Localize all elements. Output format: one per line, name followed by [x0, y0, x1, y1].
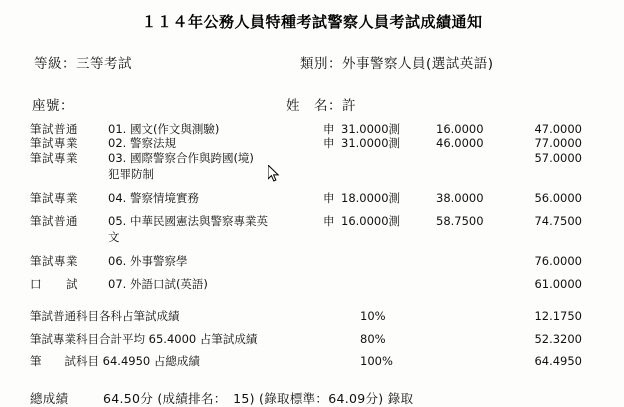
summary-weight: 80% [360, 331, 386, 346]
final-result-status: 錄取 [387, 390, 414, 406]
subject-kind-empty [0, 228, 108, 244]
subject-total: 47.0000 [534, 122, 582, 136]
subject-name: 03. 國際警察合作與跨國(境) [108, 150, 254, 165]
subject-score-table [0, 122, 624, 291]
subject-flag-empty [323, 165, 341, 181]
summary-weight: 100% [360, 354, 393, 369]
subject-score-essay-empty [341, 228, 436, 244]
subject-score-essay: 18.0000測 [341, 190, 401, 205]
final-score-label: 總成績 [30, 390, 69, 406]
subject-kind: 筆試專業 [30, 190, 78, 205]
subject-flag [323, 268, 341, 291]
subject-score-essay: 31.0000測 [341, 122, 401, 136]
subject-flag: 申 [323, 213, 335, 228]
subject-name-continued: 犯罪防制 [108, 167, 154, 182]
subject-name: 07. 外語口試(英語) [108, 277, 208, 291]
table-row [0, 205, 624, 228]
subject-name: 05. 中華民國憲法與警察專業英 [108, 213, 268, 228]
subject-total-empty [526, 165, 624, 181]
page-title: １１４年公務人員特種考試警察人員考試成績通知 [141, 13, 483, 31]
subject-score-essay: 31.0000測 [341, 136, 401, 151]
summary-weight: 10% [360, 309, 386, 324]
subject-total: 56.0000 [534, 190, 582, 205]
score-summary [0, 305, 624, 372]
subject-name: 04. 警察情境實務 [108, 190, 199, 205]
subject-score-test: 58.7500 [436, 213, 484, 228]
subject-kind: 筆試普通 [30, 122, 78, 136]
subject-name: 02. 警察法規 [108, 136, 176, 151]
subject-total: 61.0000 [534, 277, 582, 291]
summary-total: 12.1750 [534, 309, 582, 324]
subject-score-essay: 16.0000測 [341, 213, 401, 228]
header-row [0, 52, 624, 72]
summary-description: 筆試普通科目各科占筆試成績 [30, 309, 180, 324]
summary-row [0, 305, 624, 327]
subject-total-empty [526, 228, 624, 244]
table-row [0, 182, 624, 205]
summary-row [0, 328, 624, 350]
subject-score-test [436, 151, 526, 165]
category-label: 類別：外事警察人員(選試英語) [300, 56, 494, 72]
subject-score-essay [341, 268, 436, 291]
table-row-continuation [0, 228, 624, 244]
summary-total: 64.4950 [534, 354, 582, 369]
subject-kind: 筆試專業 [30, 136, 78, 151]
subject-flag [323, 245, 341, 268]
subject-score-essay [341, 245, 436, 268]
subject-kind: 口 試 [30, 277, 78, 291]
subject-score-essay [341, 151, 436, 165]
summary-description: 筆 試科目 64.4950 占總成績 [30, 354, 200, 369]
summary-description: 筆試專業科目合計平均 65.4000 占筆試成績 [30, 331, 258, 346]
seat-number-label: 座號： [32, 98, 74, 114]
table-row [0, 122, 624, 136]
final-score-value: 64.50分 [102, 390, 154, 406]
candidate-name-label: 姓 名：許 [286, 98, 356, 114]
subject-kind: 筆試專業 [30, 150, 78, 165]
subject-score-test [436, 245, 526, 268]
summary-row [0, 350, 624, 372]
subject-flag: 申 [323, 122, 335, 136]
final-result-row [0, 389, 624, 407]
subject-kind: 筆試普通 [30, 213, 78, 228]
subject-score-test: 16.0000 [436, 122, 484, 136]
subject-total: 77.0000 [534, 136, 582, 151]
subject-name-continued: 文 [108, 230, 120, 245]
summary-total: 52.3200 [534, 331, 582, 346]
subject-name: 01. 國文(作文與測驗) [108, 122, 220, 136]
subject-total: 57.0000 [534, 150, 582, 165]
subject-name: 06. 外事警察學 [108, 253, 188, 268]
table-row-continuation [0, 165, 624, 181]
table-row [0, 136, 624, 150]
subject-flag-empty [323, 228, 341, 244]
subject-flag: 申 [323, 190, 335, 205]
table-row [0, 245, 624, 268]
subject-score-test [436, 268, 526, 291]
final-rank: (成績排名： 15) [157, 390, 255, 406]
subject-total: 76.0000 [534, 253, 582, 268]
subject-score-test-empty [436, 165, 526, 181]
subject-flag [323, 151, 341, 165]
subject-total: 74.7500 [534, 213, 582, 228]
subject-score-essay-empty [341, 165, 436, 181]
table-row [0, 151, 624, 165]
subject-flag: 申 [323, 136, 335, 151]
table-row [0, 268, 624, 291]
subject-kind-empty [0, 165, 108, 181]
seat-name-row [0, 94, 624, 114]
subject-score-test: 38.0000 [436, 190, 484, 205]
final-standard: (錄取標準：64.09分) [259, 390, 384, 406]
subject-kind: 筆試專業 [30, 253, 78, 268]
subject-score-test: 46.0000 [436, 136, 484, 151]
grade-label: 等級：三等考試 [34, 56, 132, 72]
subject-score-test-empty [436, 228, 526, 244]
